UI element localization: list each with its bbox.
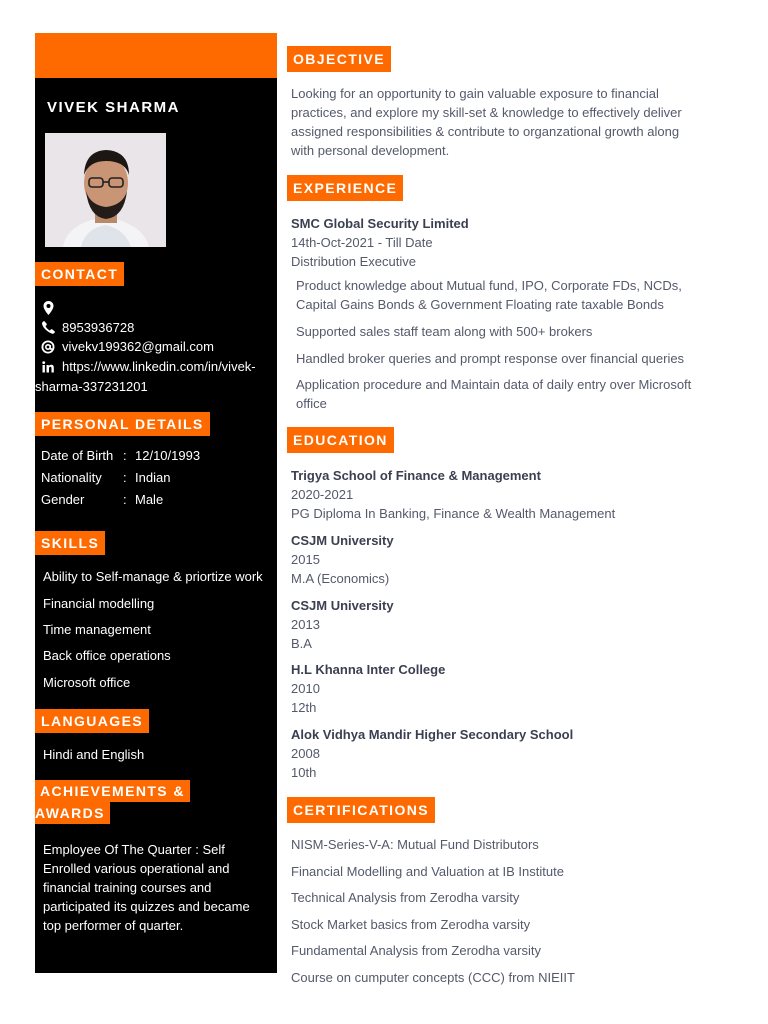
languages-heading: LANGUAGES: [35, 709, 149, 733]
dob-row: [41, 448, 200, 463]
achievements-heading-line1: ACHIEVEMENTS &: [35, 780, 190, 802]
objective-line: assigned responsibilities & contribute to organzational growth along: [291, 124, 680, 139]
phone-icon: [41, 321, 55, 335]
skills-heading: SKILLS: [35, 531, 105, 555]
sidebar-accent-bar: [35, 33, 277, 78]
achievement-line: top performer of quarter.: [43, 918, 184, 933]
certification-item: Technical Analysis from Zerodha varsity: [291, 890, 520, 905]
nationality-sep: :: [123, 470, 127, 485]
edu-school: Trigya School of Finance & Management: [291, 468, 541, 483]
dob-sep: :: [123, 448, 127, 463]
skill-item: Back office operations: [43, 648, 171, 663]
skill-item: Microsoft office: [43, 675, 131, 690]
experience-point: Supported sales staff team along with 500+ brokers: [296, 324, 593, 339]
certification-item: Financial Modelling and Valuation at IB Institute: [291, 864, 564, 879]
phone-number[interactable]: 8953936728: [62, 320, 135, 335]
experience-point-cont: Capital Gains Bonds & Government Floating rate taxable Bonds: [296, 297, 664, 312]
edu-school: CSJM University: [291, 598, 394, 613]
company-name: SMC Global Security Limited: [291, 216, 469, 231]
skill-item: Ability to Self-manage & priortize work: [43, 569, 263, 584]
education-heading: EDUCATION: [287, 427, 394, 453]
certification-item: NISM-Series-V-A: Mutual Fund Distributors: [291, 837, 539, 852]
experience-point: Product knowledge about Mutual fund, IPO, Corporate FDs, NCDs,: [296, 278, 682, 293]
experience-point-cont: office: [296, 396, 327, 411]
objective-line: practices, and explore my skill-set & knowledge to effectively deliver: [291, 105, 682, 120]
edu-degree: B.A: [291, 636, 312, 651]
skill-item: Financial modelling: [43, 596, 155, 611]
achievement-line: Enrolled various operational and: [43, 861, 230, 876]
objective-line: with personal development.: [291, 143, 450, 158]
personal-details-heading: PERSONAL DETAILS: [35, 412, 210, 436]
dob-label: Date of Birth: [41, 448, 114, 463]
gender-sep: :: [123, 492, 127, 507]
edu-school: Alok Vidhya Mandir Higher Secondary School: [291, 727, 574, 742]
edu-year: 2008: [291, 746, 320, 761]
edu-degree: 12th: [291, 700, 317, 715]
contact-heading: CONTACT: [35, 262, 124, 286]
nationality-row: [41, 470, 170, 485]
objective-heading: OBJECTIVE: [287, 46, 391, 72]
skill-item: Time management: [43, 622, 151, 637]
profile-photo: [45, 133, 166, 247]
experience-heading: EXPERIENCE: [287, 175, 403, 201]
linkedin-icon: [41, 360, 55, 374]
achievements-heading-line2: AWARDS: [35, 802, 110, 824]
job-role: Distribution Executive: [291, 254, 416, 269]
dob-value: 12/10/1993: [135, 448, 201, 463]
edu-degree: PG Diploma In Banking, Finance & Wealth Management: [291, 506, 616, 521]
gender-value: Male: [135, 492, 164, 507]
candidate-name: VIVEK SHARMA: [47, 99, 181, 116]
gender-row: [41, 492, 163, 507]
nationality-label: Nationality: [41, 470, 102, 485]
nationality-value: Indian: [135, 470, 171, 485]
edu-degree: 10th: [291, 765, 317, 780]
achievements-heading: [35, 780, 190, 824]
experience-point: Application procedure and Maintain data of daily entry over Microsoft: [296, 377, 692, 392]
job-dates: 14th-Oct-2021 - Till Date: [291, 235, 433, 250]
phone-row: [41, 320, 134, 335]
edu-school: H.L Khanna Inter College: [291, 662, 446, 677]
certification-item: Course on cumputer concepts (CCC) from NIEIIT: [291, 970, 575, 985]
edu-year: 2013: [291, 617, 320, 632]
linkedin-url-part1[interactable]: https://www.linkedin.com/in/vivek-: [62, 359, 256, 374]
location-icon: [41, 301, 55, 315]
email-icon: [41, 340, 55, 354]
certifications-heading: CERTIFICATIONS: [287, 797, 435, 823]
edu-year: 2020-2021: [291, 487, 354, 502]
languages-text: Hindi and English: [43, 747, 145, 762]
edu-degree: M.A (Economics): [291, 571, 390, 586]
experience-point: Handled broker queries and prompt response over financial queries: [296, 351, 685, 366]
edu-year: 2010: [291, 681, 320, 696]
gender-label: Gender: [41, 492, 85, 507]
objective-line: Looking for an opportunity to gain valuable exposure to financial: [291, 86, 659, 101]
address-row: [41, 301, 62, 315]
linkedin-url-part2[interactable]: sharma-337231201: [35, 379, 148, 394]
email-address[interactable]: vivekv199362@gmail.com: [62, 339, 214, 354]
achievement-line: financial training courses and: [43, 880, 212, 895]
certification-item: Stock Market basics from Zerodha varsity: [291, 917, 531, 932]
achievement-line: participated its quizzes and became: [43, 899, 250, 914]
linkedin-row: [41, 359, 256, 374]
edu-school: CSJM University: [291, 533, 394, 548]
achievement-line: Employee Of The Quarter : Self: [43, 842, 225, 857]
certification-item: Fundamental Analysis from Zerodha varsity: [291, 943, 541, 958]
email-row: [41, 339, 214, 354]
edu-year: 2015: [291, 552, 320, 567]
